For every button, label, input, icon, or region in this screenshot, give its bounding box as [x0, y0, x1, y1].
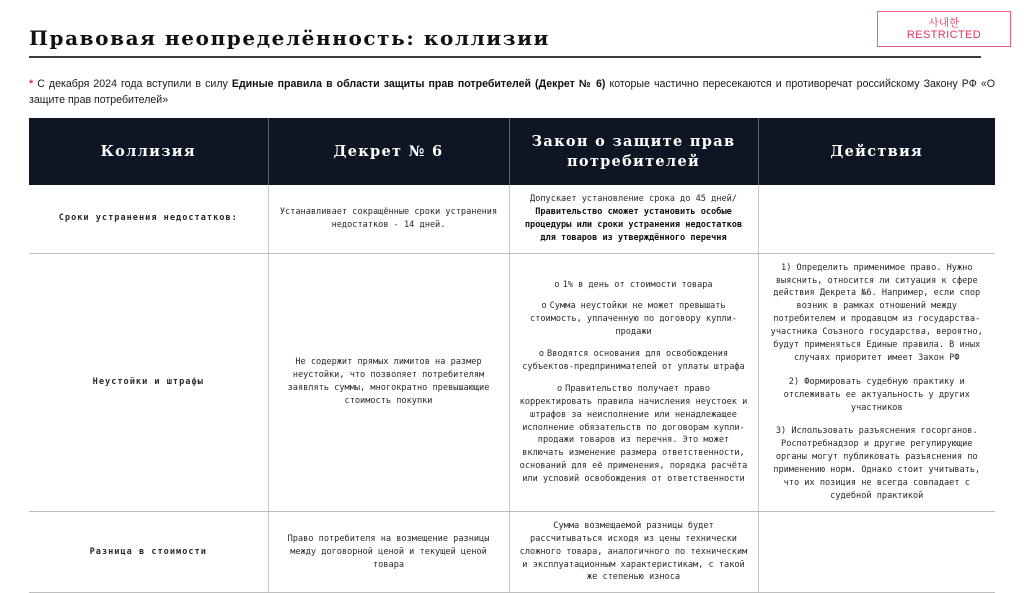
bullet-marker-icon: o — [556, 383, 563, 394]
cell-decree — [268, 511, 509, 592]
list-item — [519, 300, 749, 339]
bullet-marker-icon: o — [538, 349, 545, 360]
classification-badge — [877, 11, 1011, 47]
table-row — [29, 511, 995, 592]
decree-text: Не содержит прямых лимитов на размер неустойки, что позволяет потребителям заявлять суммы, многократно превышающие стоимость покупки — [287, 357, 490, 407]
cell-issue: Разница в стоимости — [29, 511, 268, 592]
list-item-label: Правительство получает право корректировать правила начисления неустоек и штрафов за неисполнение или ненадлежащее исполнение обязательств по договорам купли-продажи товаров из перечня. Это может включать изменение размера ответственности, оснований для её применения, порядка расчёта или условий освобождения от ответственности — [519, 383, 748, 485]
actions-list — [768, 262, 987, 503]
cell-issue: Сроки устранения недостатков: — [29, 185, 268, 253]
list-item — [519, 279, 749, 292]
list-item-label: 1% в день от стоимости товара — [562, 279, 713, 290]
collisions-table — [29, 118, 995, 593]
list-item — [519, 383, 749, 486]
bullet-marker-icon: o — [541, 301, 547, 312]
table-row — [29, 253, 995, 511]
title-divider — [29, 56, 981, 58]
cell-decree — [268, 185, 509, 253]
cell-issue: Неустойки и штрафы — [29, 253, 268, 511]
column-header-law: Закон о защите прав потребителей — [509, 118, 758, 185]
footnote-bold-phrase: Единые правила в области защиты прав потребителей (Декрет № 6) — [231, 78, 606, 90]
list-item-label: Сумма неустойки не может превышать стоимость, уплаченную по договору купли-продажи — [530, 301, 737, 338]
law-lead-text: Допускает установление срока до 45 дней/ — [530, 194, 737, 205]
list-item: 2) Формировать судебную практику и отслеживать ее актуальность у других участников — [783, 376, 970, 413]
column-header-issue: Коллизия — [29, 118, 268, 185]
list-item — [519, 348, 749, 374]
cell-actions — [758, 511, 995, 592]
title-block — [29, 26, 859, 58]
decree-text: Устанавливает сокращённые сроки устранения недостатков - 14 дней. — [279, 207, 498, 230]
table-header-row — [29, 118, 995, 185]
cell-law — [509, 511, 758, 592]
footnote-marker: * — [29, 78, 34, 90]
cell-decree — [268, 253, 509, 511]
list-item-label: Вводятся основания для освобождения субъектов-предпринимателей от уплаты штрафа — [522, 349, 745, 372]
cell-law — [509, 253, 758, 511]
footnote-text-lead: С декабря 2024 года вступили в силу — [37, 78, 232, 90]
column-header-decree: Декрет № 6 — [268, 118, 509, 185]
list-item: 1) Определить применимое право. Нужно выяснить, относится ли ситуация к сфере действия Декрета №6. Например, если спор возник в рамках отношений между потребителем и продавцом из государства-участника Соъзного государства, вероятно, будут применяться Единые правила. В иных случаях приоритет имеет Закон РФ — [770, 262, 983, 363]
footnote-text-tail: которые частично пересекаются и противоречат российскому Закону РФ «О защите прав потребителей» — [29, 78, 995, 107]
list-item: 3) Использовать разъяснения госорганов. Роспотребнадзор и другие регулирующие органы могут публиковать разъяснения по применению норм. Однако стоит учитывать, что их позиция не всегда совпадает с судебной практикой — [773, 426, 981, 501]
cell-actions — [758, 185, 995, 253]
decree-text: Право потребителя на возмещение разницы между договорной ценой и текущей ценой товара — [287, 533, 490, 570]
badge-korean-label: 사내한 — [928, 16, 960, 29]
table-row — [29, 185, 995, 253]
bullet-marker-icon: o — [554, 279, 560, 290]
column-header-actions: Действия — [758, 118, 995, 185]
badge-english-label: RESTRICTED — [906, 28, 982, 41]
footnote — [29, 76, 995, 109]
law-text: Сумма возмещаемой разницы будет рассчитываться исходя из цены технически сложного товара, аналогичного по техническим и эксплуатационным характеристикам, с такой же степенью износа — [519, 520, 748, 583]
cell-law — [509, 185, 758, 253]
law-bullet-list — [519, 279, 749, 486]
law-bold-text: Правительство сможет установить особые процедуры или сроки устранения недостатков для товаров из утверждённого перечня — [524, 207, 743, 243]
page-title: Правовая неопределённость: коллизии — [29, 26, 550, 50]
cell-actions — [758, 253, 995, 511]
